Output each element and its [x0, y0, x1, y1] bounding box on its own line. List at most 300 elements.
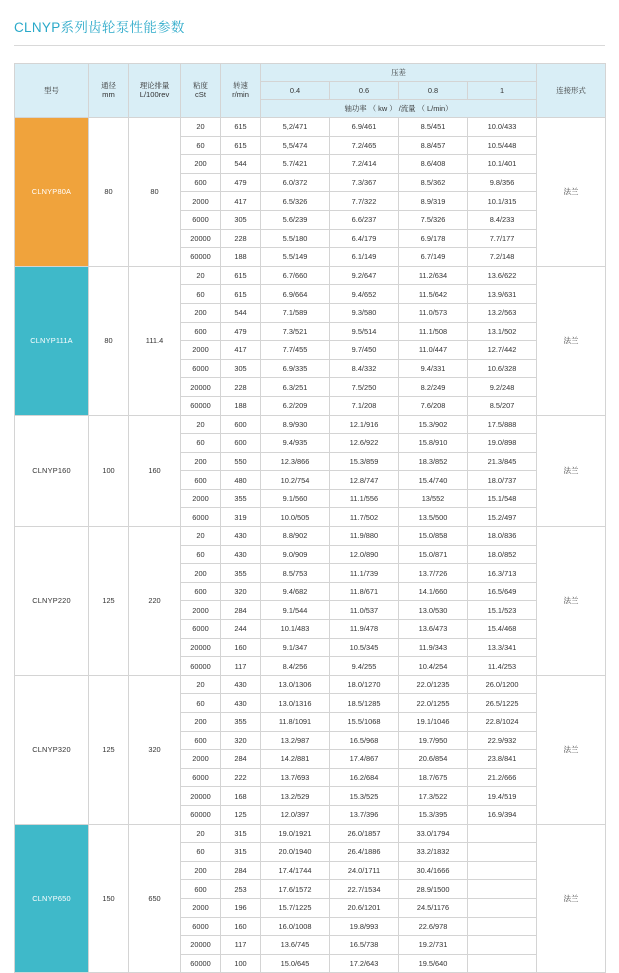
cell-p04: 14.2/881: [261, 750, 330, 769]
cell-p06: 22.7/1534: [330, 880, 399, 899]
cell-p04: 9.4/682: [261, 582, 330, 601]
cell-p04: 16.0/1008: [261, 917, 330, 936]
cell-p10: 13.9/631: [468, 285, 537, 304]
header-model: 型号: [15, 64, 89, 118]
cell-p06: 16.2/684: [330, 768, 399, 787]
cell-p10: 17.5/888: [468, 415, 537, 434]
cell-p06: 7.1/208: [330, 396, 399, 415]
header-pressure-0-4: 0.4: [261, 82, 330, 100]
cell-displacement: 320: [129, 675, 181, 824]
cell-p08: 13.7/726: [399, 564, 468, 583]
cell-p08: 18.7/675: [399, 768, 468, 787]
header-bore-label: 通径: [101, 81, 116, 91]
cell-p08: 19.5/640: [399, 954, 468, 973]
cell-p08: 19.2/731: [399, 936, 468, 955]
cell-p06: 15.5/1068: [330, 713, 399, 732]
cell-p10: 23.8/841: [468, 750, 537, 769]
cell-p08: 19.1/1046: [399, 713, 468, 732]
cell-p06: 20.6/1201: [330, 898, 399, 917]
cell-p06: 26.4/1886: [330, 843, 399, 862]
cell-p04: 11.8/1091: [261, 713, 330, 732]
cell-p04: 9.4/935: [261, 434, 330, 453]
cell-speed: 600: [221, 434, 261, 453]
header-displacement-label: 理论排量: [139, 81, 170, 91]
cell-speed: 550: [221, 452, 261, 471]
cell-p10: 10.1/401: [468, 155, 537, 174]
cell-model: CLNYP650: [15, 824, 89, 973]
table-row: [15, 266, 606, 285]
cell-p06: 18.0/1270: [330, 675, 399, 694]
cell-p06: 12.1/916: [330, 415, 399, 434]
cell-p04: 12.0/397: [261, 805, 330, 824]
cell-p10: 18.0/836: [468, 527, 537, 546]
cell-speed: 320: [221, 582, 261, 601]
cell-viscosity: 2000: [181, 601, 221, 620]
cell-speed: 196: [221, 898, 261, 917]
cell-p04: 8.4/256: [261, 657, 330, 676]
cell-p10: [468, 917, 537, 936]
cell-p04: 7.7/455: [261, 341, 330, 360]
cell-connection: 法兰: [537, 118, 606, 267]
cell-viscosity: 20: [181, 118, 221, 137]
cell-p08: 15.3/902: [399, 415, 468, 434]
cell-bore: 150: [89, 824, 129, 973]
cell-viscosity: 60000: [181, 248, 221, 267]
cell-p06: 9.3/580: [330, 303, 399, 322]
cell-p06: 6.4/179: [330, 229, 399, 248]
cell-speed: 320: [221, 731, 261, 750]
cell-p08: 33.0/1794: [399, 824, 468, 843]
cell-p10: 18.0/852: [468, 545, 537, 564]
cell-p08: 8.5/451: [399, 118, 468, 137]
cell-viscosity: 6000: [181, 508, 221, 527]
cell-p06: 16.5/968: [330, 731, 399, 750]
cell-speed: 615: [221, 136, 261, 155]
cell-viscosity: 6000: [181, 768, 221, 787]
cell-viscosity: 20000: [181, 936, 221, 955]
cell-p04: 6.5/326: [261, 192, 330, 211]
cell-p08: 13.5/500: [399, 508, 468, 527]
cell-p10: [468, 880, 537, 899]
header-bore-unit: mm: [102, 90, 115, 100]
cell-p06: 11.1/556: [330, 489, 399, 508]
cell-p06: 9.4/652: [330, 285, 399, 304]
cell-speed: 479: [221, 322, 261, 341]
cell-speed: 117: [221, 936, 261, 955]
cell-bore: 80: [89, 266, 129, 415]
cell-model: CLNYP111A: [15, 266, 89, 415]
cell-viscosity: 600: [181, 731, 221, 750]
cell-speed: 355: [221, 489, 261, 508]
cell-p06: 17.2/643: [330, 954, 399, 973]
cell-p04: 19.0/1921: [261, 824, 330, 843]
header-speed-unit: r/min: [232, 90, 249, 100]
cell-viscosity: 200: [181, 564, 221, 583]
cell-p10: [468, 954, 537, 973]
cell-p10: 10.6/328: [468, 359, 537, 378]
cell-speed: 355: [221, 564, 261, 583]
cell-p10: 13.1/502: [468, 322, 537, 341]
cell-viscosity: 60000: [181, 805, 221, 824]
cell-p10: 18.0/737: [468, 471, 537, 490]
cell-p06: 9.7/450: [330, 341, 399, 360]
cell-p04: 8.5/753: [261, 564, 330, 583]
header-viscosity-unit: cSt: [195, 90, 206, 100]
cell-speed: 430: [221, 694, 261, 713]
cell-speed: 168: [221, 787, 261, 806]
performance-table: [14, 63, 606, 973]
cell-p10: [468, 898, 537, 917]
cell-p04: 7.1/589: [261, 303, 330, 322]
cell-p10: 10.5/448: [468, 136, 537, 155]
cell-p06: 13.7/396: [330, 805, 399, 824]
cell-connection: 法兰: [537, 527, 606, 676]
cell-p06: 7.2/414: [330, 155, 399, 174]
cell-p08: 15.0/858: [399, 527, 468, 546]
table-row: [15, 527, 606, 546]
cell-speed: 417: [221, 192, 261, 211]
cell-speed: 430: [221, 527, 261, 546]
cell-p08: 17.3/522: [399, 787, 468, 806]
cell-p08: 11.1/508: [399, 322, 468, 341]
cell-p08: 15.8/910: [399, 434, 468, 453]
cell-p04: 9.1/347: [261, 638, 330, 657]
cell-p10: [468, 936, 537, 955]
cell-p04: 12.3/866: [261, 452, 330, 471]
cell-p10: 16.3/713: [468, 564, 537, 583]
cell-p10: 15.1/548: [468, 489, 537, 508]
cell-p06: 6.6/237: [330, 210, 399, 229]
cell-p04: 6.9/335: [261, 359, 330, 378]
cell-p08: 18.3/852: [399, 452, 468, 471]
cell-p06: 9.4/255: [330, 657, 399, 676]
cell-p10: 10.1/315: [468, 192, 537, 211]
cell-p10: 26.0/1200: [468, 675, 537, 694]
cell-p10: 12.7/442: [468, 341, 537, 360]
cell-p08: 11.9/343: [399, 638, 468, 657]
cell-p06: 11.9/880: [330, 527, 399, 546]
cell-p04: 6.3/251: [261, 378, 330, 397]
cell-p08: 14.1/660: [399, 582, 468, 601]
cell-p10: 15.1/523: [468, 601, 537, 620]
cell-p08: 6.7/149: [399, 248, 468, 267]
cell-viscosity: 20: [181, 675, 221, 694]
cell-displacement: 650: [129, 824, 181, 973]
cell-speed: 100: [221, 954, 261, 973]
cell-p08: 8.5/362: [399, 173, 468, 192]
cell-p10: [468, 824, 537, 843]
cell-speed: 160: [221, 638, 261, 657]
cell-p04: 13.6/745: [261, 936, 330, 955]
cell-p10: [468, 861, 537, 880]
cell-p04: 7.3/521: [261, 322, 330, 341]
cell-speed: 430: [221, 545, 261, 564]
cell-p10: 19.4/519: [468, 787, 537, 806]
cell-p04: 8.8/902: [261, 527, 330, 546]
cell-p04: 13.7/693: [261, 768, 330, 787]
cell-viscosity: 600: [181, 173, 221, 192]
cell-p04: 5,2/471: [261, 118, 330, 137]
header-measure: 轴功率 （ kw ） /流量 （ L/min）: [261, 100, 537, 118]
cell-p08: 11.0/447: [399, 341, 468, 360]
cell-p04: 13.2/987: [261, 731, 330, 750]
cell-viscosity: 60000: [181, 954, 221, 973]
cell-speed: 284: [221, 601, 261, 620]
cell-p08: 8.8/457: [399, 136, 468, 155]
cell-speed: 600: [221, 415, 261, 434]
cell-p08: 11.2/634: [399, 266, 468, 285]
cell-bore: 80: [89, 118, 129, 267]
cell-p06: 24.0/1711: [330, 861, 399, 880]
cell-viscosity: 60000: [181, 396, 221, 415]
cell-p08: 15.0/871: [399, 545, 468, 564]
cell-viscosity: 200: [181, 452, 221, 471]
header-speed: [221, 64, 261, 118]
cell-speed: 544: [221, 303, 261, 322]
cell-viscosity: 20000: [181, 229, 221, 248]
cell-viscosity: 20000: [181, 787, 221, 806]
cell-p08: 7.5/326: [399, 210, 468, 229]
cell-viscosity: 2000: [181, 341, 221, 360]
cell-p06: 17.4/867: [330, 750, 399, 769]
cell-p10: 9.8/356: [468, 173, 537, 192]
cell-viscosity: 2000: [181, 192, 221, 211]
cell-model: CLNYP220: [15, 527, 89, 676]
cell-viscosity: 20: [181, 266, 221, 285]
header-pressure-0-8: 0.8: [399, 82, 468, 100]
cell-p04: 6.0/372: [261, 173, 330, 192]
cell-p06: 7.3/367: [330, 173, 399, 192]
cell-viscosity: 6000: [181, 210, 221, 229]
cell-viscosity: 2000: [181, 489, 221, 508]
cell-p04: 10.0/505: [261, 508, 330, 527]
cell-model: CLNYP160: [15, 415, 89, 527]
cell-p06: 12.0/890: [330, 545, 399, 564]
cell-speed: 284: [221, 861, 261, 880]
cell-p10: 13.3/341: [468, 638, 537, 657]
cell-p10: 11.4/253: [468, 657, 537, 676]
cell-speed: 228: [221, 378, 261, 397]
cell-p06: 15.3/525: [330, 787, 399, 806]
cell-viscosity: 600: [181, 322, 221, 341]
cell-viscosity: 600: [181, 582, 221, 601]
cell-p08: 33.2/1832: [399, 843, 468, 862]
cell-p06: 16.5/738: [330, 936, 399, 955]
header-pressure: 压差: [261, 64, 537, 82]
cell-p10: 13.6/622: [468, 266, 537, 285]
cell-viscosity: 2000: [181, 750, 221, 769]
header-pressure-1: 1: [468, 82, 537, 100]
table-row: [15, 824, 606, 843]
cell-viscosity: 60: [181, 843, 221, 862]
cell-viscosity: 20000: [181, 638, 221, 657]
cell-p10: 16.9/394: [468, 805, 537, 824]
cell-model: CLNYP320: [15, 675, 89, 824]
cell-viscosity: 600: [181, 880, 221, 899]
cell-p08: 11.5/642: [399, 285, 468, 304]
header-bore: [89, 64, 129, 118]
cell-displacement: 80: [129, 118, 181, 267]
cell-p04: 13.2/529: [261, 787, 330, 806]
cell-p10: 21.3/845: [468, 452, 537, 471]
cell-p04: 15.7/1225: [261, 898, 330, 917]
cell-bore: 125: [89, 675, 129, 824]
header-displacement: [129, 64, 181, 118]
cell-p04: 10.1/483: [261, 620, 330, 639]
cell-p06: 9.2/647: [330, 266, 399, 285]
cell-p08: 15.3/395: [399, 805, 468, 824]
cell-speed: 117: [221, 657, 261, 676]
cell-p06: 11.1/739: [330, 564, 399, 583]
cell-p04: 9.1/560: [261, 489, 330, 508]
cell-p04: 6.7/660: [261, 266, 330, 285]
cell-p06: 18.5/1285: [330, 694, 399, 713]
cell-p08: 22.0/1235: [399, 675, 468, 694]
cell-viscosity: 6000: [181, 620, 221, 639]
cell-p08: 8.6/408: [399, 155, 468, 174]
cell-p10: 15.4/468: [468, 620, 537, 639]
cell-p08: 24.5/1176: [399, 898, 468, 917]
cell-viscosity: 200: [181, 303, 221, 322]
cell-speed: 244: [221, 620, 261, 639]
header-pressure-0-6: 0.6: [330, 82, 399, 100]
cell-p06: 11.8/671: [330, 582, 399, 601]
cell-speed: 615: [221, 285, 261, 304]
cell-p10: 26.5/1225: [468, 694, 537, 713]
cell-displacement: 220: [129, 527, 181, 676]
cell-p04: 5,5/474: [261, 136, 330, 155]
cell-p08: 15.4/740: [399, 471, 468, 490]
cell-p10: 22.9/932: [468, 731, 537, 750]
cell-p04: 5.7/421: [261, 155, 330, 174]
cell-viscosity: 60: [181, 285, 221, 304]
cell-p10: 21.2/666: [468, 768, 537, 787]
cell-p04: 13.0/1306: [261, 675, 330, 694]
cell-viscosity: 20000: [181, 378, 221, 397]
cell-viscosity: 60: [181, 136, 221, 155]
cell-p08: 11.0/573: [399, 303, 468, 322]
cell-p08: 22.0/1255: [399, 694, 468, 713]
cell-speed: 480: [221, 471, 261, 490]
cell-viscosity: 2000: [181, 898, 221, 917]
cell-p04: 5.5/149: [261, 248, 330, 267]
cell-bore: 100: [89, 415, 129, 527]
table-row: [15, 675, 606, 694]
cell-viscosity: 60: [181, 545, 221, 564]
cell-p08: 10.4/254: [399, 657, 468, 676]
cell-connection: 法兰: [537, 824, 606, 973]
cell-displacement: 111.4: [129, 266, 181, 415]
title-divider: [14, 45, 605, 46]
cell-p04: 17.4/1744: [261, 861, 330, 880]
cell-p10: 8.5/207: [468, 396, 537, 415]
cell-viscosity: 6000: [181, 359, 221, 378]
cell-p08: 22.6/978: [399, 917, 468, 936]
cell-p06: 26.0/1857: [330, 824, 399, 843]
cell-model: CLNYP80A: [15, 118, 89, 267]
cell-viscosity: 600: [181, 471, 221, 490]
cell-speed: 222: [221, 768, 261, 787]
cell-p10: 10.0/433: [468, 118, 537, 137]
cell-p04: 6.2/209: [261, 396, 330, 415]
cell-p06: 8.4/332: [330, 359, 399, 378]
cell-p04: 9.1/544: [261, 601, 330, 620]
cell-p08: 30.4/1666: [399, 861, 468, 880]
cell-p06: 15.3/859: [330, 452, 399, 471]
cell-p06: 6.1/149: [330, 248, 399, 267]
cell-p10: 22.8/1024: [468, 713, 537, 732]
cell-speed: 355: [221, 713, 261, 732]
cell-p10: 8.4/233: [468, 210, 537, 229]
cell-p06: 11.0/537: [330, 601, 399, 620]
cell-p08: 6.9/178: [399, 229, 468, 248]
cell-p08: 13/552: [399, 489, 468, 508]
cell-p08: 7.6/208: [399, 396, 468, 415]
cell-speed: 417: [221, 341, 261, 360]
cell-p06: 6.9/461: [330, 118, 399, 137]
cell-p10: 19.0/898: [468, 434, 537, 453]
cell-speed: 544: [221, 155, 261, 174]
cell-connection: 法兰: [537, 415, 606, 527]
cell-p08: 8.9/319: [399, 192, 468, 211]
cell-viscosity: 200: [181, 713, 221, 732]
cell-speed: 315: [221, 824, 261, 843]
cell-p06: 11.9/478: [330, 620, 399, 639]
cell-viscosity: 20: [181, 527, 221, 546]
cell-speed: 188: [221, 396, 261, 415]
cell-p06: 19.8/993: [330, 917, 399, 936]
cell-speed: 319: [221, 508, 261, 527]
cell-p08: 8.2/249: [399, 378, 468, 397]
cell-p04: 5.6/239: [261, 210, 330, 229]
cell-p06: 9.5/514: [330, 322, 399, 341]
cell-p04: 17.6/1572: [261, 880, 330, 899]
cell-p08: 19.7/950: [399, 731, 468, 750]
cell-speed: 615: [221, 118, 261, 137]
cell-p10: 7.7/177: [468, 229, 537, 248]
cell-speed: 315: [221, 843, 261, 862]
cell-p10: [468, 843, 537, 862]
cell-p06: 7.7/322: [330, 192, 399, 211]
cell-p04: 8.9/930: [261, 415, 330, 434]
header-viscosity: [181, 64, 221, 118]
cell-p06: 12.8/747: [330, 471, 399, 490]
header-speed-label: 转速: [233, 81, 248, 91]
cell-displacement: 160: [129, 415, 181, 527]
cell-p08: 20.6/854: [399, 750, 468, 769]
cell-p06: 11.7/502: [330, 508, 399, 527]
header-displacement-unit: L/100rev: [139, 90, 170, 100]
header-row-1: [15, 64, 606, 82]
cell-p10: 7.2/148: [468, 248, 537, 267]
cell-speed: 479: [221, 173, 261, 192]
cell-p04: 5.5/180: [261, 229, 330, 248]
cell-p06: 7.5/250: [330, 378, 399, 397]
cell-viscosity: 200: [181, 861, 221, 880]
cell-p04: 10.2/754: [261, 471, 330, 490]
cell-p10: 16.5/649: [468, 582, 537, 601]
cell-p10: 9.2/248: [468, 378, 537, 397]
cell-p04: 13.0/1316: [261, 694, 330, 713]
cell-p08: 13.0/530: [399, 601, 468, 620]
cell-speed: 253: [221, 880, 261, 899]
cell-viscosity: 20: [181, 415, 221, 434]
cell-p08: 28.9/1500: [399, 880, 468, 899]
cell-p06: 12.6/922: [330, 434, 399, 453]
cell-viscosity: 60: [181, 434, 221, 453]
table-row: [15, 415, 606, 434]
cell-speed: 305: [221, 210, 261, 229]
